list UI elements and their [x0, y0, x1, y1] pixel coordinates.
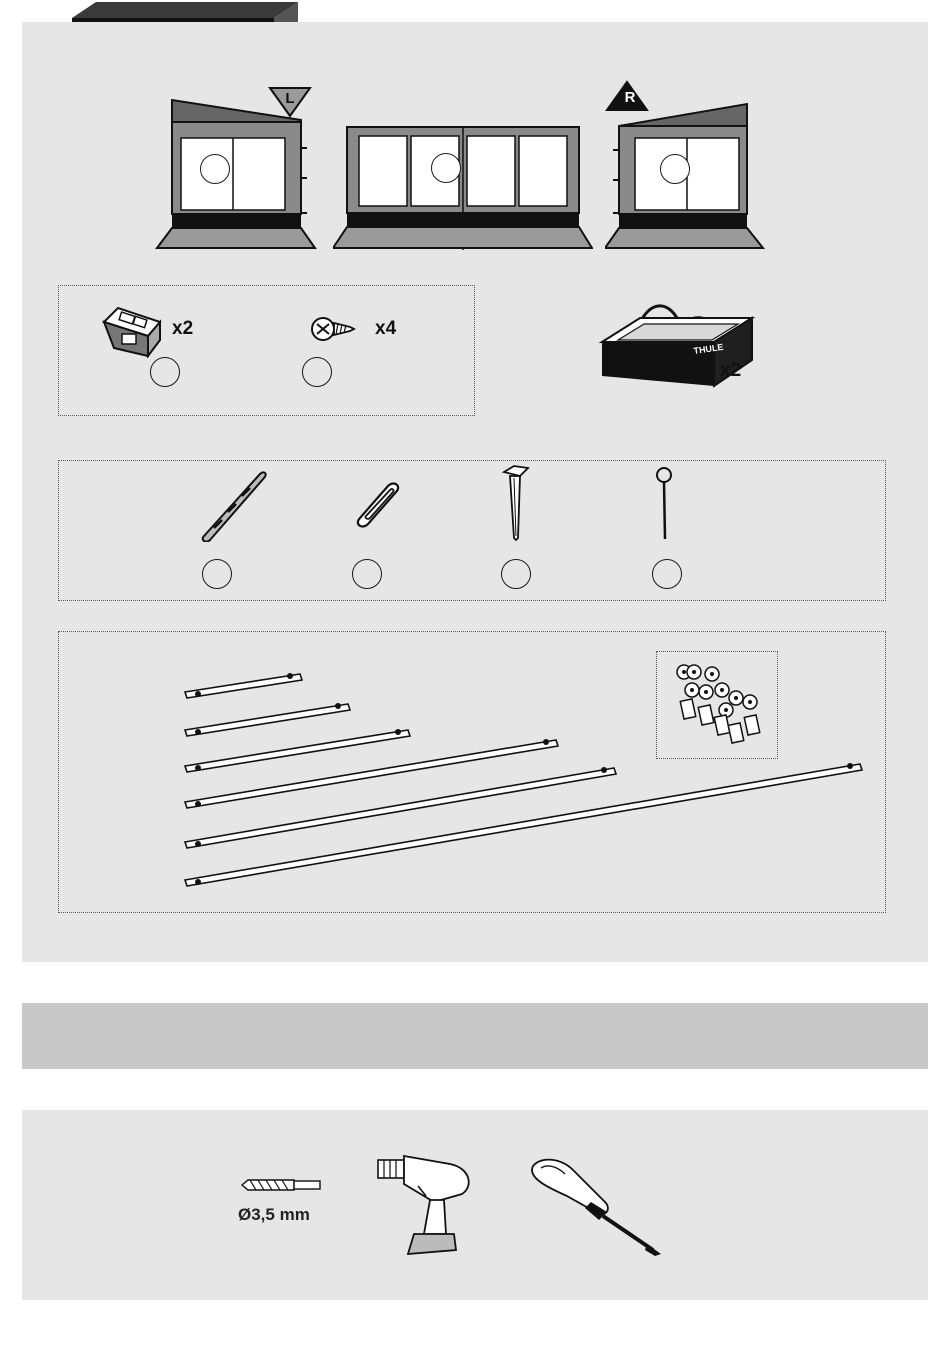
cordless-drill-icon — [374, 1150, 476, 1258]
pegs-box — [58, 460, 886, 601]
bag-brand: THULE — [692, 341, 724, 356]
guy-runner-marker — [202, 559, 232, 589]
clip-icon — [100, 304, 164, 358]
tent-right-badge: R — [624, 89, 636, 106]
tent-peg-marker — [501, 559, 531, 589]
screw-qty: x4 — [375, 318, 397, 339]
drill-bit-icon — [240, 1178, 322, 1192]
tent-middle — [333, 124, 593, 250]
hook-set-icon — [666, 660, 770, 752]
bag-qty: x2 — [720, 360, 742, 381]
screw-icon — [310, 312, 356, 346]
clip-loop-marker — [352, 559, 382, 589]
tent-left — [155, 68, 330, 250]
tools-header-band — [22, 1003, 928, 1069]
tent-left-badge: L — [285, 90, 295, 107]
clip-loop-icon — [352, 478, 404, 528]
tent-middle-marker — [431, 153, 461, 183]
screwdriver-icon — [527, 1156, 667, 1258]
tent-peg-icon — [500, 462, 534, 542]
clip-qty: x2 — [172, 318, 194, 339]
tent-right — [605, 68, 770, 250]
clip-marker — [150, 357, 180, 387]
pin-peg-icon — [652, 465, 678, 543]
tent-right-marker — [660, 154, 690, 184]
screw-marker — [302, 357, 332, 387]
pin-peg-marker — [652, 559, 682, 589]
drill-bit-label: Ø3,5 mm — [238, 1205, 310, 1224]
guy-runner-icon — [198, 466, 270, 542]
tent-left-marker — [200, 154, 230, 184]
